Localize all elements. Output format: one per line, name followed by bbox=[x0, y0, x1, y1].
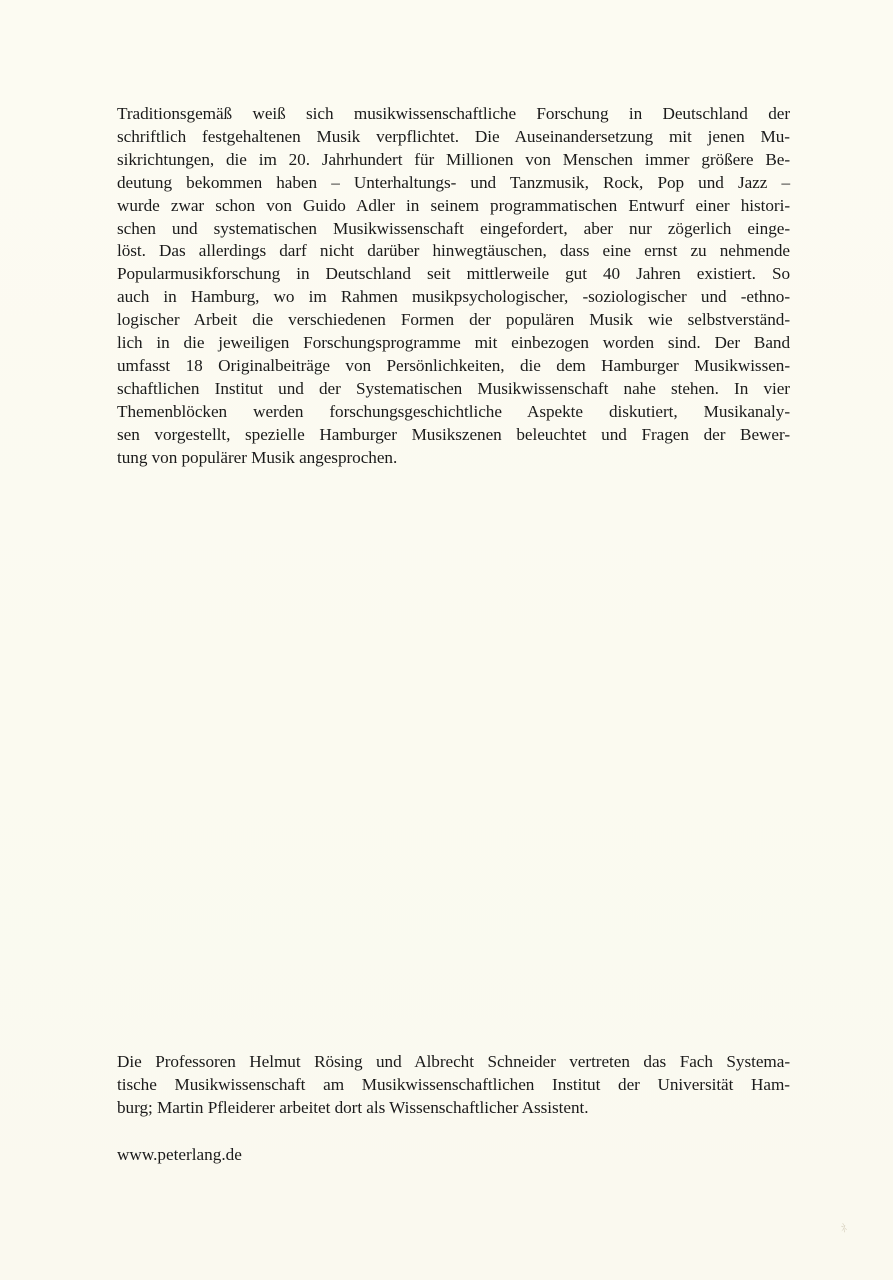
author-note-line: tische Musikwissenschaft am Musikwissenschaftlichen Institut der Universität Ham- bbox=[117, 1074, 790, 1094]
book-description bbox=[117, 103, 790, 470]
description-line: deutung bekommen haben – Unterhaltungs- und Tanzmusik, Rock, Pop und Jazz – bbox=[117, 172, 790, 192]
description-line: sen vorgestellt, spezielle Hamburger Musikszenen beleuchtet und Fragen der Bewer- bbox=[117, 424, 790, 444]
description-line: Traditionsgemäß weiß sich musikwissenschaftliche Forschung in Deutschland der bbox=[117, 104, 790, 123]
description-line: logischer Arbeit die verschiedenen Formen der populären Musik wie selbstverständ- bbox=[117, 310, 790, 330]
description-line: löst. Das allerdings darf nicht darüber hinwegtäuschen, dass eine ernst zu nehmende bbox=[117, 241, 790, 261]
description-line: Themenblöcken werden forschungsgeschichtliche Aspekte diskutiert, Musikanaly- bbox=[117, 401, 790, 421]
author-note-line: burg; Martin Pfleiderer arbeitet dort als Wissenschaftlicher Assistent. bbox=[117, 1097, 589, 1117]
description-line: sikrichtungen, die im 20. Jahrhundert für Millionen von Menschen immer größere Be- bbox=[117, 149, 790, 169]
description-line: Popularmusikforschung in Deutschland seit mittlerweile gut 40 Jahren existiert. So bbox=[117, 264, 790, 284]
description-line: auch in Hamburg, wo im Rahmen musikpsychologischer, -soziologischer und -ethno- bbox=[117, 287, 790, 307]
description-line: lich in die jeweiligen Forschungsprogramme mit einbezogen worden sind. Der Band bbox=[117, 333, 790, 353]
description-line: schaftlichen Institut und der Systematischen Musikwissenschaft nahe stehen. In vier bbox=[117, 378, 790, 398]
corner-mark: ﾈ bbox=[839, 1221, 848, 1236]
description-line: schriftlich festgehaltenen Musik verpflichtet. Die Auseinandersetzung mit jenen Mu- bbox=[117, 126, 790, 146]
description-line: wurde zwar schon von Guido Adler in seinem programmatischen Entwurf einer histori- bbox=[117, 195, 790, 215]
description-line: schen und systematischen Musikwissenschaft eingefordert, aber nur zögerlich einge- bbox=[117, 218, 790, 238]
author-note-line: Die Professoren Helmut Rösing und Albrecht Schneider vertreten das Fach Systema- bbox=[117, 1052, 790, 1071]
description-line: umfasst 18 Originalbeiträge von Persönlichkeiten, die dem Hamburger Musikwissen- bbox=[117, 355, 790, 375]
author-note bbox=[117, 1051, 790, 1120]
description-line: tung von populärer Musik angesprochen. bbox=[117, 447, 398, 467]
publisher-website: www.peterlang.de bbox=[117, 1145, 242, 1164]
